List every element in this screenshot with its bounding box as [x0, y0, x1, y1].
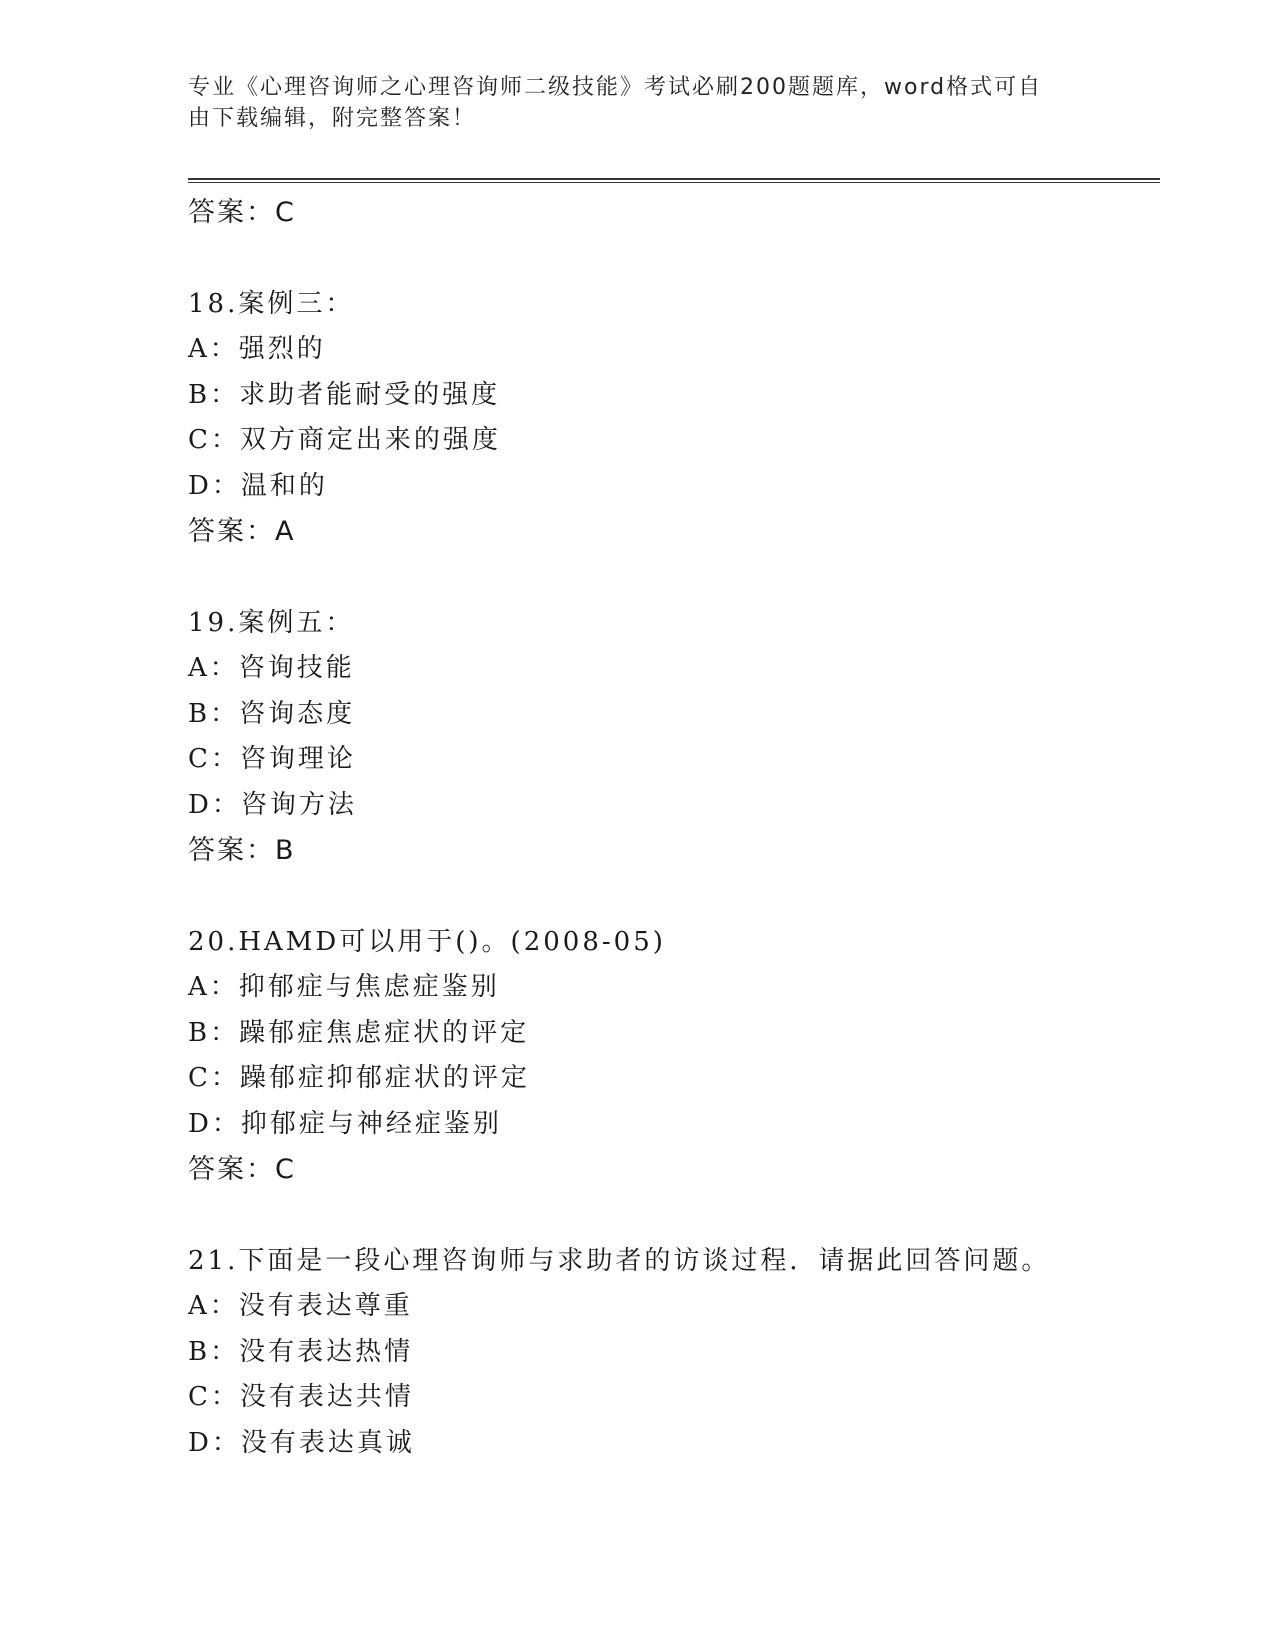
question-list	[188, 190, 1160, 1466]
question-block	[188, 282, 1160, 555]
option-d: D：咨询方法	[188, 789, 357, 820]
option-c: C：双方商定出来的强度	[188, 425, 501, 455]
question-block	[188, 601, 1160, 874]
answer-line: 答案：B	[188, 835, 296, 866]
option-c: C：躁郁症抑郁症状的评定	[188, 1063, 530, 1093]
answer-line: 答案：C	[188, 1154, 296, 1185]
question-block	[188, 1239, 1160, 1467]
spacer	[188, 1193, 1160, 1239]
answer-line: 答案：C	[188, 197, 296, 228]
question-stem: 21.下面是一段心理咨询师与求助者的访谈过程．请据此回答问题。	[188, 1245, 1051, 1276]
document-header	[188, 72, 1088, 134]
spacer	[188, 555, 1160, 601]
question-block	[188, 920, 1160, 1193]
option-a: A：强烈的	[188, 334, 326, 364]
question-stem: 18.案例三：	[188, 288, 355, 319]
option-a: A：抑郁症与焦虑症鉴别	[188, 972, 500, 1002]
option-b: B：没有表达热情	[188, 1336, 414, 1367]
option-c: C：咨询理论	[188, 744, 356, 774]
option-b: B：求助者能耐受的强度	[188, 379, 501, 410]
question-stem: 19.案例五：	[188, 607, 355, 638]
option-d: D：抑郁症与神经症鉴别	[188, 1108, 502, 1139]
question-stem: 20.HAMD可以用于()。(2008-05)	[188, 926, 666, 957]
option-a: A：咨询技能	[188, 653, 355, 683]
answer-line: 答案：A	[188, 516, 296, 547]
option-a: A：没有表达尊重	[188, 1291, 413, 1321]
header-divider	[188, 178, 1160, 183]
spacer	[188, 236, 1160, 282]
option-b: B：躁郁症焦虑症状的评定	[188, 1017, 530, 1048]
header-line-1: 专业《心理咨询师之心理咨询师二级技能》考试必刷200题题库，word格式可自	[188, 75, 1043, 100]
option-d: D：没有表达真诚	[188, 1427, 415, 1458]
option-d: D：温和的	[188, 470, 328, 501]
spacer	[188, 874, 1160, 920]
header-line-2: 由下载编辑，附完整答案！	[188, 106, 477, 131]
option-c: C：没有表达共情	[188, 1382, 414, 1412]
option-b: B：咨询态度	[188, 698, 356, 729]
